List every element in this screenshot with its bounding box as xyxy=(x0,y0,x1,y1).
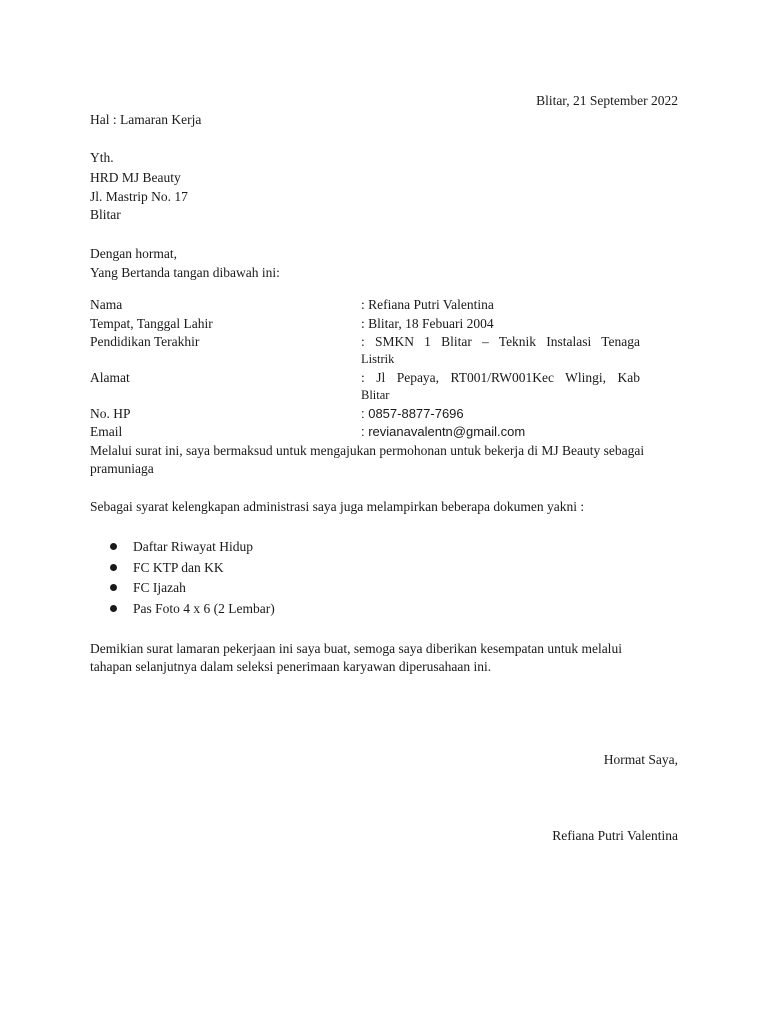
recipient-line: Jl. Mastrip No. 17 xyxy=(90,189,188,204)
list-item-label: FC Ijazah xyxy=(133,580,186,595)
field-value-education: : SMKN 1 Blitar – Teknik Instalasi Tenaga xyxy=(361,334,640,349)
recipient-line: Yth. xyxy=(90,150,114,165)
list-item xyxy=(110,538,253,556)
recipient-line: HRD MJ Beauty xyxy=(90,170,181,185)
greeting: Dengan hormat, xyxy=(90,246,177,261)
letter-subject: Hal : Lamaran Kerja xyxy=(90,112,202,127)
bullet-icon xyxy=(110,584,117,591)
list-item-label: FC KTP dan KK xyxy=(133,560,224,575)
list-item xyxy=(110,579,186,597)
bullet-icon xyxy=(110,543,117,550)
field-value-name: : Refiana Putri Valentina xyxy=(361,297,494,312)
field-value-address: : Jl Pepaya, RT001/RW001Kec Wlingi, Kab xyxy=(361,370,640,385)
signature-name: Refiana Putri Valentina xyxy=(552,828,678,843)
field-label-address: Alamat xyxy=(90,370,130,385)
field-value-education-cont: Listrik xyxy=(361,352,395,366)
field-value-phone: : 0857-8877-7696 xyxy=(361,406,464,421)
bullet-icon xyxy=(110,605,117,612)
field-value-address-cont: Blitar xyxy=(361,388,390,402)
list-item xyxy=(110,600,275,618)
field-label-education: Pendidikan Terakhir xyxy=(90,334,200,349)
field-value-birth: : Blitar, 18 Febuari 2004 xyxy=(361,316,494,331)
field-label-email: Email xyxy=(90,424,123,439)
bullet-icon xyxy=(110,564,117,571)
list-item xyxy=(110,559,224,577)
intro-text: Yang Bertanda tangan dibawah ini: xyxy=(90,265,280,280)
purpose-paragraph: Melalui surat ini, saya bermaksud untuk mengajukan permohonan untuk bekerja di MJ Beauty sebagai pramuniaga xyxy=(90,443,645,476)
list-item-label: Pas Foto 4 x 6 (2 Lembar) xyxy=(133,601,275,616)
attachments-intro: Sebagai syarat kelengkapan administrasi saya juga melampirkan beberapa dokumen yakni : xyxy=(90,499,585,514)
regards: Hormat Saya, xyxy=(603,752,678,767)
letter-date: Blitar, 21 September 2022 xyxy=(536,93,678,108)
field-value-email: : revianavalentn@gmail.com xyxy=(361,424,526,439)
list-item-label: Daftar Riwayat Hidup xyxy=(133,539,253,554)
closing-paragraph: Demikian surat lamaran pekerjaan ini saya buat, semoga saya diberikan kesempatan untuk melalui tahapan selanjutnya dalam seleksi penerimaan karyawan diperusahaan ini. xyxy=(90,641,622,674)
field-label-phone: No. HP xyxy=(90,406,131,421)
field-label-name: Nama xyxy=(90,297,123,312)
recipient-line: Blitar xyxy=(90,207,121,222)
field-label-birth: Tempat, Tanggal Lahir xyxy=(90,316,213,331)
